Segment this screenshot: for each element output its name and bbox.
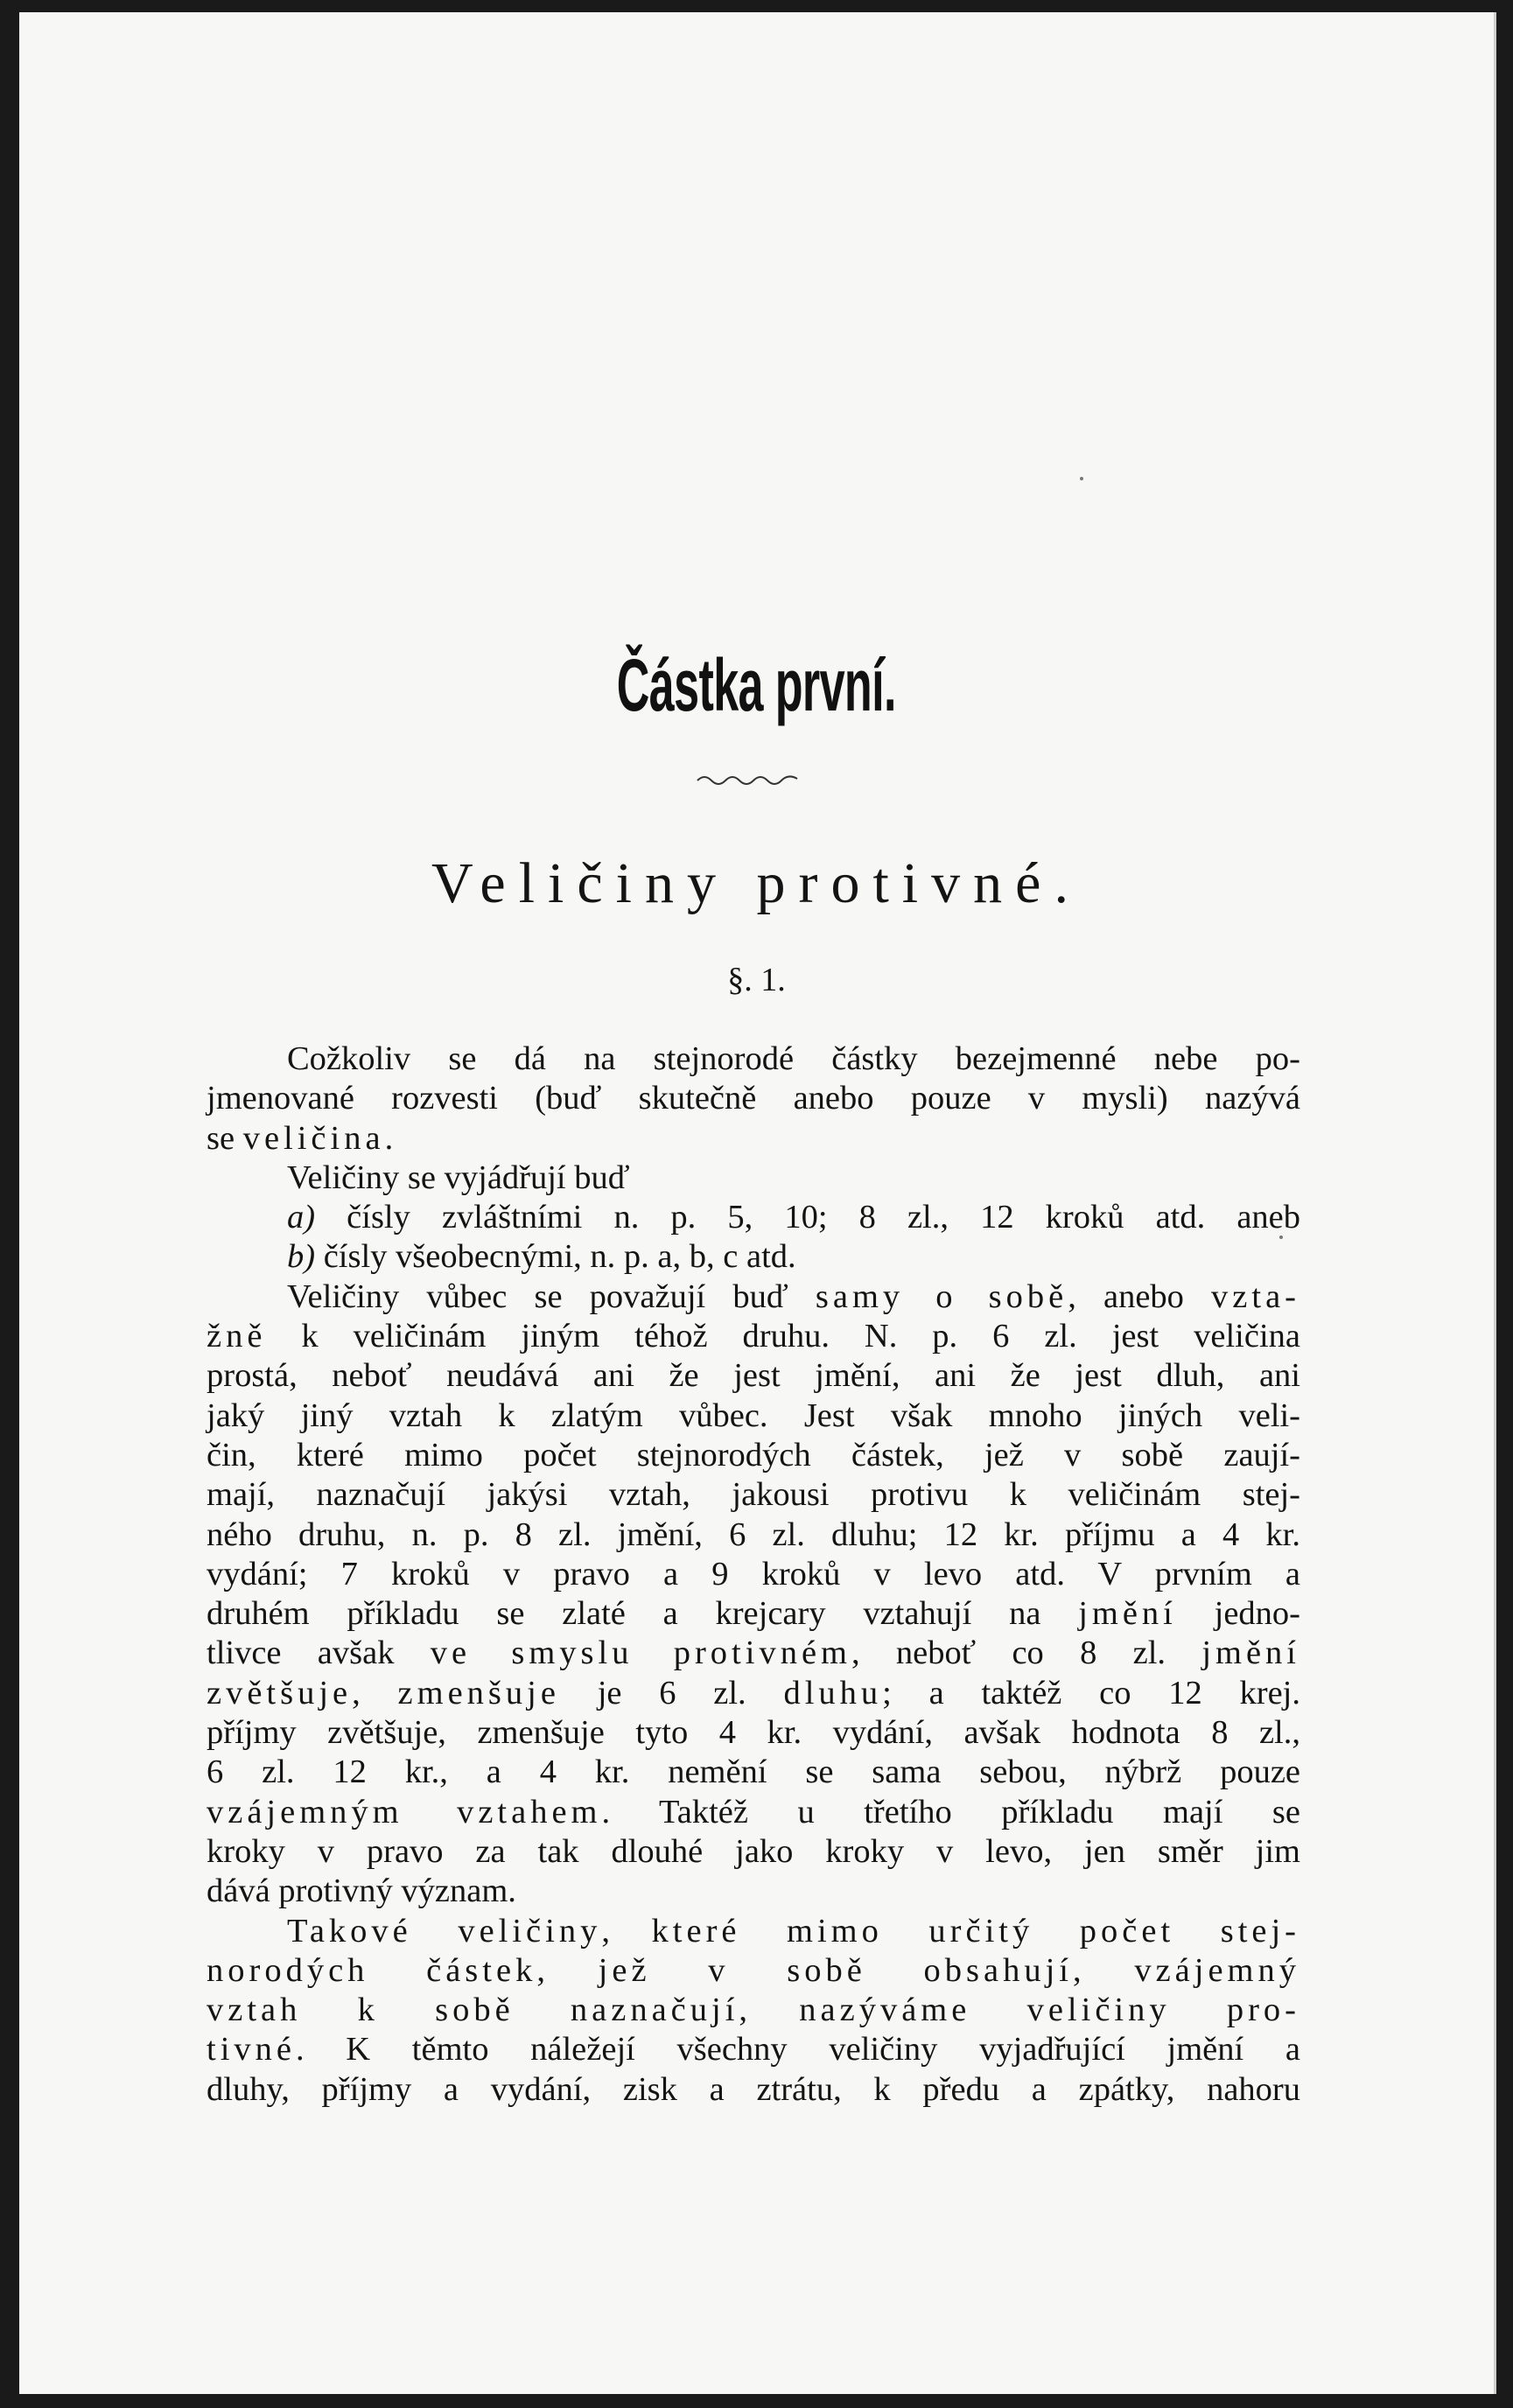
paper-speck [1279,1236,1283,1239]
text-run: vzájemný [1134,1951,1300,1989]
text-run: samy o sobě [815,1278,1068,1315]
text-run: jaký jiný vztah k zlatým vůbec. Jest však mnoho jiných veli- [207,1396,1300,1434]
text-run: Veličiny vůbec se považují buď [287,1278,816,1315]
text-run: Veličiny se vyjádřují buď [287,1158,630,1196]
text-line [207,1872,1300,1911]
text-run: a) [287,1199,316,1236]
text-run: je 6 zl. [559,1674,784,1712]
text-run: ného druhu, n. p. 8 zl. jmění, 6 zl. dluhu; 12 kr. příjmu a 4 kr. [207,1516,1300,1553]
text-run: čísly zvláštními n. p. 5, 10; 8 zl., 12 kroků atd. aneb [315,1199,1300,1236]
text-run: . K těmto náležejí všechny veličiny vyjadřující jmění a [295,2031,1300,2068]
text-run: , anebo [1068,1278,1212,1315]
text-line [207,1951,1300,1991]
text-line [207,1040,1300,1079]
text-line [207,1594,1300,1634]
text-line [207,1436,1300,1475]
text-run: dluhu [783,1674,883,1712]
text-run: 6 zl. 12 kr., a 4 kr. nemění se sama sebou, nýbrž pouze [207,1754,1300,1791]
text-run: , [352,1674,398,1712]
text-line [207,1991,1300,2030]
text-run: , neboť co 8 zl. [851,1634,1202,1672]
text-run: zvětšuje [207,1674,353,1712]
text-run: čin, které mimo počet stejnorodých částek, jež v sobě zaují- [207,1436,1300,1474]
text-run: tlivce avšak [207,1634,431,1672]
section-number: §. 1. [727,962,786,998]
text-run: mají, naznačují jakýsi vztah, jakousi protivu k veličinám stej- [207,1476,1300,1514]
text-run: jmění [1201,1634,1300,1672]
text-line [207,1912,1300,1951]
text-run: jedno- [1176,1595,1300,1633]
text-run: norodých částek [207,1951,537,1989]
body-text [207,1040,1300,2110]
chapter-title: Částka první. [616,644,896,726]
text-run: , [739,1992,800,2029]
text-line [207,1079,1300,1118]
text-line [207,1475,1300,1515]
text-run: veličina [242,1119,385,1157]
text-run: kroky v pravo za tak dlouhé jako kroky v levo, jen směr jim [207,1832,1300,1870]
text-line [207,2070,1300,2110]
text-run: čísly všeobecnými, n. p. a, b, c atd. [315,1238,796,1276]
text-run: žně [207,1318,267,1355]
text-line [207,1158,1300,1198]
tilde-ornament [696,770,801,788]
text-run: vzájemným vztahem [207,1793,602,1830]
text-run: , [536,1951,599,1989]
text-run: tivné [207,2031,296,2068]
paper-speck [1080,477,1083,480]
text-run: vzta- [1211,1278,1300,1315]
text-run: Takové veličiny [287,1912,602,1950]
text-run: . Taktéž u třetího příkladu mají se [601,1793,1300,1830]
main-title: Veličiny protivné. [431,851,1082,915]
text-run: jmění [1078,1595,1177,1633]
text-line [207,1356,1300,1396]
text-run: Cožkoliv se dá na stejnorodé částky bezejmenné nebe po- [287,1040,1300,1077]
text-line [207,1396,1300,1436]
text-run: k veličinám jiným téhož druhu. N. p. 6 zl. jest veličina [266,1318,1300,1355]
text-run: ; a taktéž co 12 krej. [882,1674,1301,1712]
text-run: prostá, neboť neudává ani že jest jmění, ani že jest dluh, ani [207,1357,1300,1395]
text-run: se [207,1119,243,1157]
text-run: ve smyslu protivném [430,1634,851,1672]
text-run: vydání; 7 kroků v pravo a 9 kroků v levo atd. V prvním a [207,1555,1300,1592]
text-run: zmenšuje [397,1674,560,1712]
text-line [207,1516,1300,1555]
text-line [207,1278,1300,1317]
text-line [207,1119,1300,1158]
text-run: , [1072,1951,1135,1989]
text-line [207,1555,1300,1594]
text-line [207,1832,1300,1872]
text-run: nazýváme veličiny pro- [799,1992,1300,2029]
text-line [207,1753,1300,1792]
text-run: vztah k sobě naznačují [207,1992,739,2029]
text-line [207,1198,1300,1237]
text-run: příjmy zvětšuje, zmenšuje tyto 4 kr. vydání, avšak hodnota 8 zl., [207,1714,1300,1752]
text-line [207,1713,1300,1753]
text-run: dává protivný význam. [207,1872,516,1910]
text-run: jmenované rozvesti (buď skutečně anebo pouze v mysli) nazývá [207,1080,1300,1117]
text-line [207,1793,1300,1832]
text-line [207,2030,1300,2069]
text-run: druhém příkladu se zlaté a krejcary vztahují na [207,1595,1079,1633]
text-run: které mimo určitý počet stej- [651,1912,1301,1950]
text-line [207,1634,1300,1673]
text-line [207,1237,1300,1277]
text-line [207,1317,1300,1356]
text-run: jež v sobě obsahují [598,1951,1073,1989]
text-run: , [601,1912,652,1950]
text-line [207,1674,1300,1713]
text-run: dluhy, příjmy a vydání, zisk a ztrátu, k předu a zpátky, nahoru [207,2070,1300,2108]
text-run: b) [287,1238,316,1276]
text-run: . [384,1119,394,1157]
